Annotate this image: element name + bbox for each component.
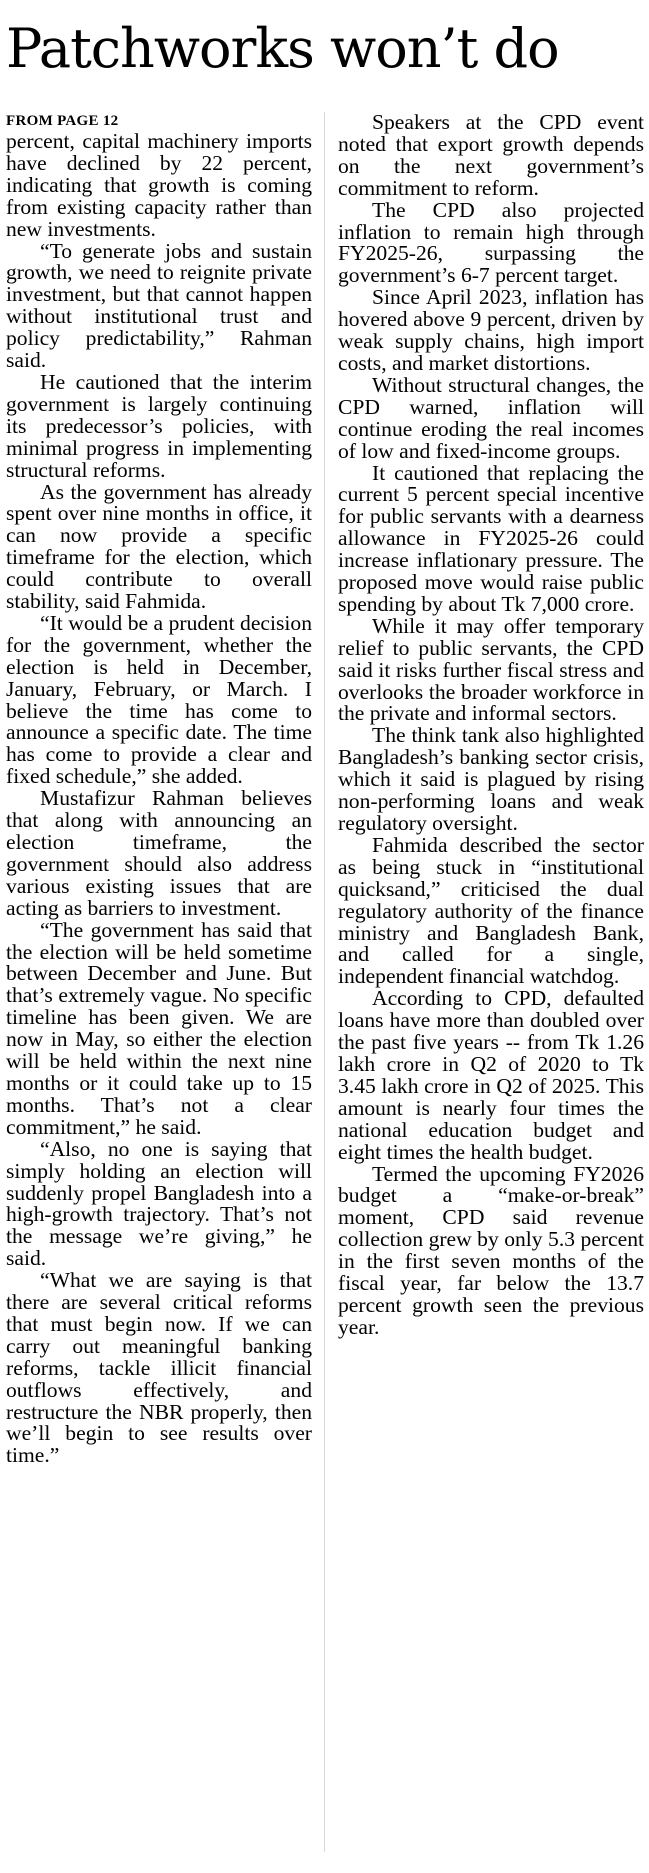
paragraph: As the government has already spent over nine months in office, it can now provide a specific timeframe for the election, which could contribute to overall stability, said Fahmida. — [6, 479, 312, 614]
paragraph: Mustafizur Rahman believes that along with announcing an election timeframe, the government should also address various existing issues that are acting as barriers to investment. — [6, 786, 312, 920]
paragraph: He cautioned that the interim government is largely continuing its predecessor’s policies, with minimal progress in implementing structural reforms. — [6, 369, 312, 482]
paragraph: “It would be a prudent decision for the government, whether the election is held in December, January, February, or March. I believe the time has come to announce a specific date. The time has come to provide a clear and fixed schedule,” she added. — [6, 610, 312, 789]
paragraph: “Also, no one is saying that simply holding an election will suddenly propel Bangladesh into a high-growth trajectory. That’s not the message we’re giving,” he said. — [6, 1136, 312, 1271]
column-divider — [324, 112, 325, 1852]
paragraph: Termed the upcoming FY2026 budget a “make-or-break” moment, CPD said revenue collection grew by only 5.3 percent in the first seven months of the fiscal year, far below the 13.7 percent growth seen the previous year. — [338, 1161, 644, 1339]
paragraph: It cautioned that replacing the current 5 percent special incentive for public servants with a dearness allowance in FY2025-26 could increase inflationary pressure. The proposed move would raise public spending by about Tk 7,000 crore. — [338, 460, 644, 616]
paragraph: While it may offer temporary relief to public servants, the CPD said it risks further fiscal stress and overlooks the broader workforce in the private and informal sectors. — [338, 613, 644, 726]
article-column-right — [338, 112, 644, 1339]
paragraph: The think tank also highlighted Bangladesh’s banking sector crisis, which it said is plagued by rising non-performing loans and weak regulatory oversight. — [338, 723, 644, 835]
paragraph: “What we are saying is that there are several critical reforms that must begin now. If we can carry out meaningful banking reforms, tackle illicit financial outflows effectively, and restructure the NBR properly, then we’ll begin to see results over time.” — [6, 1268, 312, 1468]
paragraph: The CPD also projected inflation to remain high through FY2025-26, surpassing the government’s 6-7 percent target. — [338, 197, 644, 288]
continuation-kicker: FROM PAGE 12 — [6, 113, 119, 129]
paragraph: percent, capital machinery imports have declined by 22 percent, indicating that growth is coming from existing capacity rather than new investments. — [6, 129, 312, 241]
paragraph: Since April 2023, inflation has hovered above 9 percent, driven by weak supply chains, high import costs, and market distortions. — [338, 285, 644, 375]
headline: Patchworks won’t do — [6, 17, 559, 80]
paragraph: “The government has said that the election will be held sometime between December and June. But that’s extremely vague. No specific timeline has been given. We are now in May, so either the election will be held within the next nine months or it could take up to 15 months. That’s not a clear commitment,” he said. — [6, 917, 312, 1139]
paragraph: According to CPD, defaulted loans have more than doubled over the past five years -- from Tk 1.26 lakh crore in Q2 of 2020 to Tk 3.45 lakh crore in Q2 of 2025. This amount is nearly four times the national education budget and eight times the health budget. — [338, 986, 644, 1164]
paragraph: Speakers at the CPD event noted that export growth depends on the next government’s commitment to reform. — [338, 110, 644, 200]
paragraph: Without structural changes, the CPD warned, inflation will continue eroding the real incomes of low and fixed-income groups. — [338, 372, 644, 463]
article-column-left — [6, 112, 312, 1467]
paragraph: “To generate jobs and sustain growth, we need to reignite private investment, but that cannot happen without institutional trust and policy predictability,” Rahman said. — [6, 238, 312, 373]
paragraph: Fahmida described the sector as being stuck in “institutional quicksand,” criticised the dual regulatory authority of the finance ministry and Bangladesh Bank, and called for a single, independent financial watchdog. — [338, 832, 644, 989]
